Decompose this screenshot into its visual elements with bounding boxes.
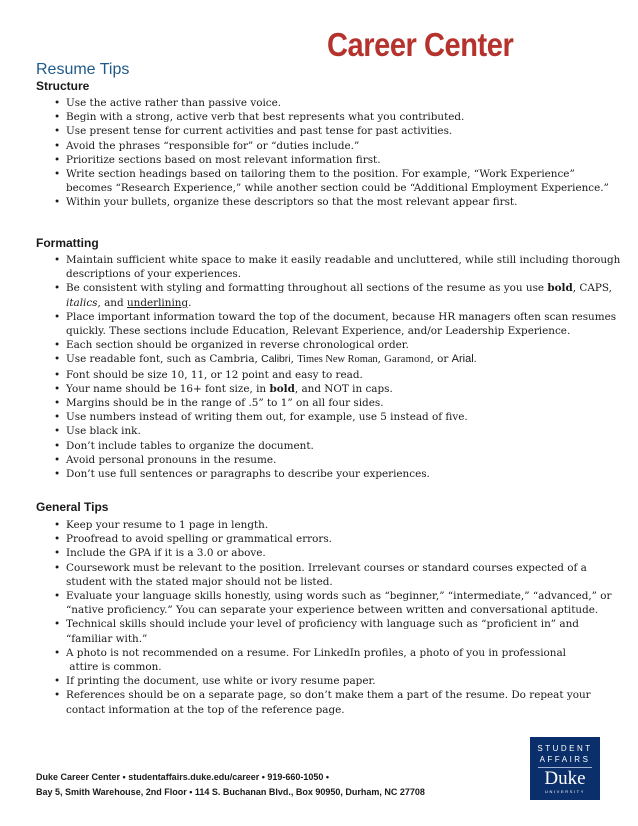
list-item: • Avoid the phrases “responsible for” or “duties include.” — [54, 139, 599, 153]
brand-title: Career Center — [327, 26, 514, 63]
list-item: • Font should be size 10, 11, or 12 point and easy to read. — [54, 368, 599, 382]
text-run: Be consistent with styling and formatting throughout all sections of the resume as you use — [66, 282, 548, 295]
text-run: , — [290, 353, 298, 366]
list-item-line: Place important information toward the top of the document, because HR managers often scan resumes — [66, 310, 617, 323]
font-sample-calibri: Calibri — [261, 354, 291, 366]
underline-example: underlining — [126, 296, 189, 309]
text-run: Your name should be 16+ font size, in — [66, 382, 270, 395]
list-item — [54, 382, 599, 396]
list-item — [54, 281, 612, 309]
text-run: , and NOT in caps. — [294, 382, 393, 395]
list-item-line: descriptions of your experiences. — [66, 268, 242, 281]
list-item — [54, 167, 609, 195]
list-item: • Avoid personal pronouns in the resume. — [54, 453, 599, 467]
list-item: • Include the GPA if it is a 3.0 or above. — [54, 546, 599, 560]
list-item-line: “native proficiency.” You can separate your experience between written and conversational aptitude. — [66, 604, 599, 617]
text-run: Use readable font, such as — [66, 353, 210, 366]
text-run: , — [377, 353, 385, 366]
list-item-line: quickly. These sections include Education, Relevant Experience, and/or Leadership Experience. — [66, 325, 571, 338]
document-title: Resume Tips — [36, 61, 130, 78]
list-item: • Use black ink. — [54, 424, 599, 438]
list-item: • Use the active rather than passive voice. — [54, 96, 599, 110]
text-run: , and — [97, 296, 127, 309]
bold-example: bold — [547, 282, 573, 295]
list-item — [54, 561, 599, 589]
list-item-line: Coursework must be relevant to the position. Irrelevant courses or standard courses expected of a — [66, 561, 587, 574]
general-tips-heading: General Tips — [36, 500, 109, 514]
list-item: • Use present tense for current activities and past tense for past activities. — [54, 124, 599, 138]
list-item: • Each section should be organized in reverse chronological order. — [54, 338, 599, 352]
list-item: • Don’t include tables to organize the document. — [54, 439, 599, 453]
list-item-line: student with the stated major should not be listed. — [66, 575, 333, 588]
list-item — [54, 617, 599, 645]
list-item-line: attire is common. — [66, 661, 162, 674]
list-item — [54, 352, 599, 367]
list-item-line: becomes “Research Experience,” while another section could be “Additional Employment Experience.” — [66, 182, 609, 195]
list-item: • Prioritize sections based on most relevant information first. — [54, 153, 599, 167]
list-item — [54, 589, 612, 617]
list-item-line: Maintain sufficient white space to make it easily readable and uncluttered, while still including thorough — [66, 254, 621, 266]
structure-list — [54, 96, 609, 210]
formatting-list — [54, 253, 621, 481]
font-sample-garamond: Garamond — [384, 354, 431, 366]
footer-contact-line: Duke Career Center • studentaffairs.duke.edu/career • 919-660-1050 • — [36, 772, 330, 782]
list-item: • If printing the document, use white or ivory resume paper. — [54, 674, 599, 688]
list-item: • Keep your resume to 1 page in length. — [54, 518, 599, 532]
logo-student-text: STUDENT — [537, 744, 593, 753]
list-item — [54, 688, 599, 716]
list-item: • Begin with a strong, active verb that best represents what you contributed. — [54, 110, 599, 124]
list-item-line: Evaluate your language skills honestly, using words such as “beginner,” “intermediate,” “advanced,” or — [66, 590, 612, 603]
font-sample-times: Times New Roman — [297, 354, 378, 366]
list-item: • Within your bullets, organize these descriptors so that the most relevant appear first. — [54, 195, 599, 209]
footer-address-line: Bay 5, Smith Warehouse, 2nd Floor • 114 S. Buchanan Blvd., Box 90950, Durham, NC 27708 — [36, 787, 425, 797]
list-item-line: contact information at the top of the reference page. — [66, 703, 345, 716]
duke-student-affairs-logo — [530, 737, 600, 800]
text-run: , or — [430, 353, 452, 366]
logo-duke-text: Duke — [544, 768, 586, 789]
font-sample-cambria: Cambria — [209, 353, 255, 366]
list-item-line: Technical skills should include your level of proficiency with language such as “proficient in” and — [66, 618, 579, 631]
font-sample-arial: Arial. — [451, 353, 477, 366]
list-item — [54, 310, 617, 338]
list-item-line: References should be on a separate page, so don’t make them a part of the resume. Do repeat your — [66, 689, 591, 702]
list-item: • Don’t use full sentences or paragraphs to describe your experiences. — [54, 467, 599, 481]
list-item-line: “familiar with.” — [66, 632, 148, 645]
italics-example: italics — [66, 296, 98, 309]
text-run: , — [254, 353, 262, 366]
text-run: . — [188, 296, 192, 309]
list-item — [54, 253, 621, 281]
logo-affairs-text: AFFAIRS — [539, 755, 591, 764]
structure-heading: Structure — [36, 79, 90, 93]
list-item: • Proofread to avoid spelling or grammatical errors. — [54, 532, 599, 546]
formatting-heading: Formatting — [36, 236, 99, 250]
list-item — [54, 646, 599, 674]
list-item: • Margins should be in the range of .5” to 1” on all four sides. — [54, 396, 599, 410]
list-item-line: Write section headings based on tailoring them to the position. For example, “Work Experience” — [66, 168, 575, 181]
text-run: , CAPS, — [572, 282, 612, 295]
logo-university-text: UNIVERSITY — [544, 789, 585, 794]
bold-example: bold — [269, 382, 295, 395]
general-tips-list — [54, 518, 612, 717]
list-item: • Use numbers instead of writing them out, for example, use 5 instead of five. — [54, 410, 599, 424]
list-item-line: A photo is not recommended on a resume. For LinkedIn profiles, a photo of you in professional — [66, 646, 567, 659]
